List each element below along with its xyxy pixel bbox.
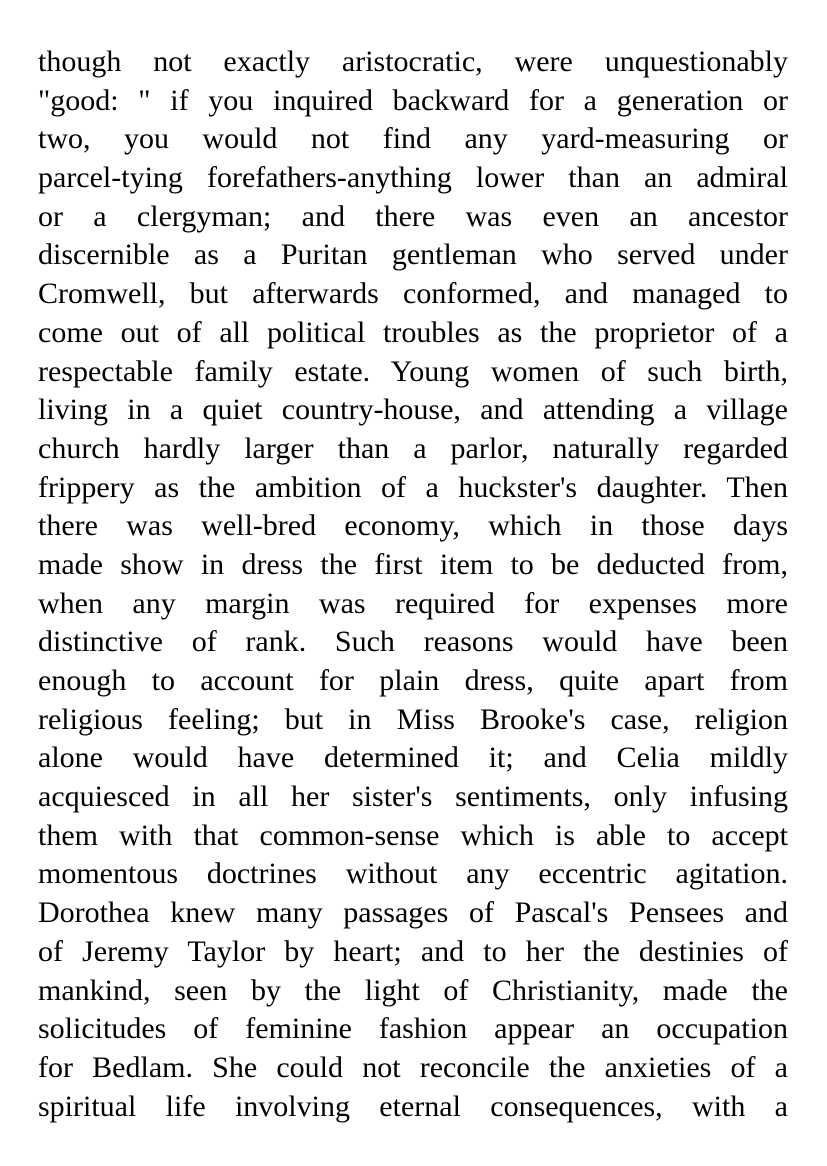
text-line: distinctive of rank. Such reasons would have been — [38, 625, 788, 659]
text-page — [38, 43, 788, 1126]
text-line: made show in dress the first item to be deducted from, — [38, 547, 788, 581]
text-line: or a clergyman; and there was even an ancestor — [38, 199, 788, 233]
text-line: living in a quiet country-house, and attending a village — [38, 393, 788, 427]
text-line: two, you would not find any yard-measuring or — [38, 122, 788, 156]
text-line: Dorothea knew many passages of Pascal's Pensees and — [38, 896, 788, 930]
text-line: come out of all political troubles as the proprietor of a — [38, 315, 788, 349]
text-line: alone would have determined it; and Celia mildly — [38, 741, 788, 775]
text-line: "good: " if you inquired backward for a generation or — [38, 83, 788, 117]
text-line: of Jeremy Taylor by heart; and to her the destinies of — [38, 934, 788, 968]
text-line: though not exactly aristocratic, were unquestionably — [38, 45, 788, 78]
text-line: momentous doctrines without any eccentric agitation. — [38, 857, 788, 891]
text-line: parcel-tying forefathers-anything lower than an admiral — [38, 161, 788, 195]
text-line: there was well-bred economy, which in those days — [38, 509, 788, 543]
text-line: frippery as the ambition of a huckster's daughter. Then — [38, 470, 788, 504]
text-line: solicitudes of feminine fashion appear an occupation — [38, 1012, 788, 1046]
text-line: Cromwell, but afterwards conformed, and managed to — [38, 277, 788, 311]
text-line: church hardly larger than a parlor, naturally regarded — [38, 431, 788, 465]
text-line: for Bedlam. She could not reconcile the anxieties of a — [38, 1050, 788, 1084]
text-line: respectable family estate. Young women of such birth, — [38, 354, 788, 388]
text-line: religious feeling; but in Miss Brooke's case, religion — [38, 702, 788, 736]
text-line: spiritual life involving eternal consequences, with a — [38, 1089, 788, 1123]
text-line: enough to account for plain dress, quite apart from — [38, 664, 788, 697]
text-line: mankind, seen by the light of Christianity, made the — [38, 973, 788, 1007]
text-line: them with that common-sense which is able to accept — [38, 818, 788, 852]
text-line: acquiesced in all her sister's sentiments, only infusing — [38, 780, 788, 814]
text-line: discernible as a Puritan gentleman who served under — [38, 238, 788, 272]
text-line: when any margin was required for expenses more — [38, 586, 788, 620]
